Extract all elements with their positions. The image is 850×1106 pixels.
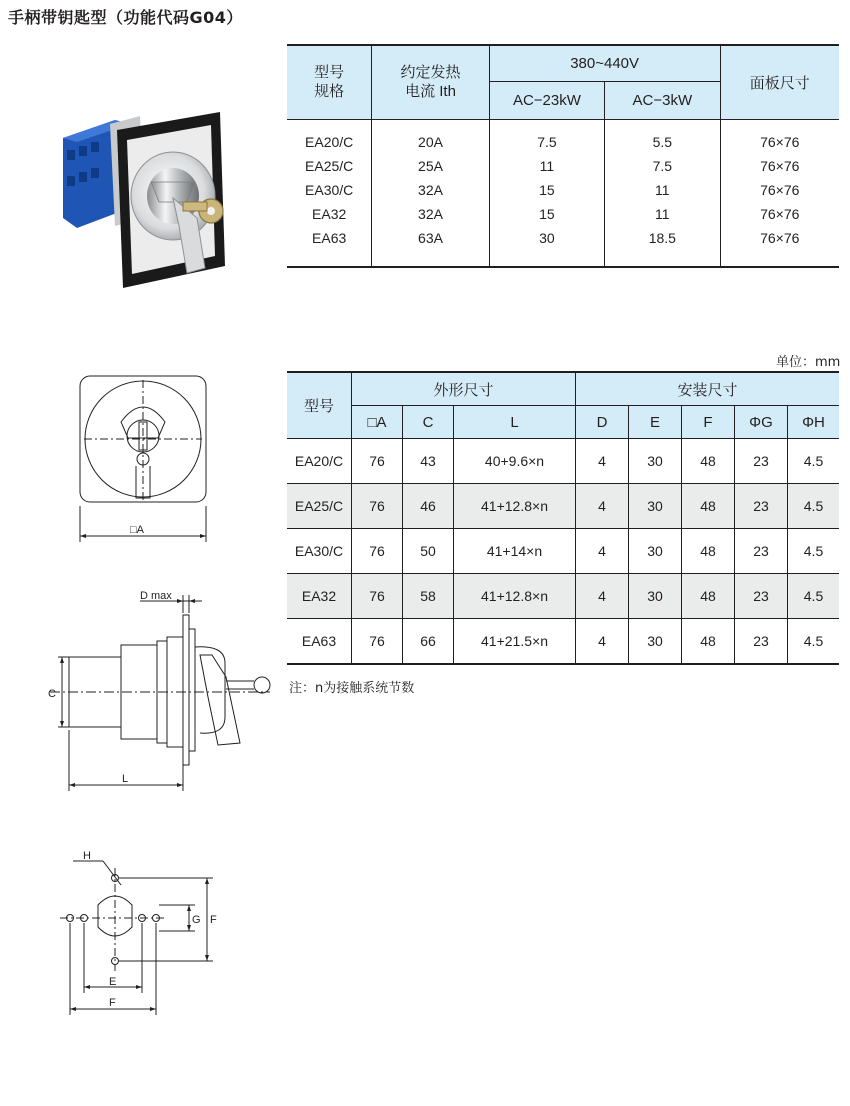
dim-label-d: D max: [140, 590, 172, 602]
header-g: ΦG: [735, 406, 788, 439]
cell: 15: [489, 202, 604, 226]
cell: 76: [352, 529, 403, 574]
product-photo: [55, 98, 235, 298]
dim-label-g: G: [192, 914, 201, 926]
dim-label-e: E: [109, 976, 117, 988]
mounting-drawing: [55, 843, 225, 1023]
header-outline: 外形尺寸: [352, 372, 576, 406]
header-mount: 安装尺寸: [576, 372, 840, 406]
dim-label-c: C: [48, 688, 56, 700]
cell: 76: [352, 619, 403, 665]
cell: 23: [735, 529, 788, 574]
cell: 76×76: [720, 202, 839, 226]
table-row: [287, 226, 839, 267]
header-panel: 面板尺寸: [720, 45, 839, 119]
header-voltage: 380~440V: [489, 45, 720, 81]
table-row: [287, 119, 839, 154]
cell: EA32: [312, 205, 347, 222]
cell: EA32: [287, 574, 352, 619]
cell: 32A: [372, 202, 489, 226]
cell: 40+9.6×n: [454, 439, 576, 484]
cell: 7.5: [489, 119, 604, 154]
cell: 4.5: [788, 439, 840, 484]
header-e: E: [629, 406, 682, 439]
cell: EA63: [287, 619, 352, 665]
header-f: F: [682, 406, 735, 439]
header-ac23: AC−23kW: [489, 81, 604, 119]
cell: 48: [682, 529, 735, 574]
cell: 32A: [372, 178, 489, 202]
cell: 76×76: [720, 119, 839, 154]
cell: 20A: [372, 119, 489, 154]
dim-label-f-horizontal: F: [109, 997, 116, 1009]
cell: 76×76: [720, 154, 839, 178]
footnote: 注：n为接触系统节数: [289, 681, 415, 696]
ratings-table: [287, 44, 839, 268]
cell: 76×76: [720, 226, 839, 267]
cell: 41+12.8×n: [454, 574, 576, 619]
table-row: [287, 619, 839, 665]
cell: 30: [629, 574, 682, 619]
cell: 43: [403, 439, 454, 484]
cell: 4: [576, 574, 629, 619]
cell: 4: [576, 439, 629, 484]
cell: 41+21.5×n: [454, 619, 576, 665]
table-row: [287, 178, 839, 202]
cell: 25A: [372, 154, 489, 178]
cell: 66: [403, 619, 454, 665]
unit-label: 单位：mm: [776, 355, 841, 370]
cell: 30: [629, 619, 682, 665]
cell: 30: [489, 226, 604, 267]
cell: 76: [352, 439, 403, 484]
cell: 11: [605, 202, 720, 226]
cell: 18.5: [605, 226, 720, 267]
header-d: D: [576, 406, 629, 439]
cell: 4: [576, 529, 629, 574]
cell: 4.5: [788, 529, 840, 574]
cell: 4.5: [788, 484, 840, 529]
header-c: C: [403, 406, 454, 439]
cell: 11: [489, 154, 604, 178]
cell: EA25/C: [305, 157, 354, 174]
header-model: 型号 规格: [287, 45, 372, 119]
page-title: 手柄带钥匙型（功能代码G04）: [8, 8, 243, 27]
table-row: [287, 154, 839, 178]
cell: 50: [403, 529, 454, 574]
cell: 41+12.8×n: [454, 484, 576, 529]
table-row: [287, 202, 839, 226]
cell: 41+14×n: [454, 529, 576, 574]
cell: 63A: [372, 226, 489, 267]
header-model: 型号: [287, 372, 352, 439]
cell: 4.5: [788, 619, 840, 665]
cell: 48: [682, 619, 735, 665]
cell: 23: [735, 574, 788, 619]
cell: 30: [629, 484, 682, 529]
cell: 23: [735, 484, 788, 529]
cell: 23: [735, 619, 788, 665]
table-row: [287, 439, 839, 484]
cell: 4.5: [788, 574, 840, 619]
cell: 30: [629, 529, 682, 574]
cell: 4: [576, 484, 629, 529]
cell: 15: [489, 178, 604, 202]
cell: 46: [403, 484, 454, 529]
cell: 48: [682, 484, 735, 529]
table-row: [287, 484, 839, 529]
cell: 48: [682, 439, 735, 484]
cell: EA30/C: [287, 529, 352, 574]
cell: 7.5: [605, 154, 720, 178]
header-ac3: AC−3kW: [605, 81, 720, 119]
cell: EA25/C: [287, 484, 352, 529]
cell: EA20/C: [287, 439, 352, 484]
cell: 48: [682, 574, 735, 619]
header-current: 约定发热 电流 Ith: [372, 45, 489, 119]
front-view-drawing: [70, 370, 220, 545]
header-h: ΦH: [788, 406, 840, 439]
cell: 76: [352, 484, 403, 529]
cell: 23: [735, 439, 788, 484]
cell: 30: [629, 439, 682, 484]
cell: 4: [576, 619, 629, 665]
dim-label-a: □A: [130, 524, 144, 536]
cell: 11: [605, 178, 720, 202]
dim-label-f-vertical: F: [210, 914, 217, 926]
table-row: [287, 529, 839, 574]
dim-label-h: H: [83, 850, 91, 862]
dimensions-table: [287, 371, 839, 665]
cell: EA30/C: [305, 181, 354, 198]
cell: EA20/C: [305, 133, 354, 150]
header-l: L: [454, 406, 576, 439]
cell: 76: [352, 574, 403, 619]
cell: EA63: [312, 229, 347, 246]
table-row: [287, 574, 839, 619]
cell: 5.5: [605, 119, 720, 154]
cell: 76×76: [720, 178, 839, 202]
side-view-drawing: [40, 585, 280, 795]
dim-label-l: L: [122, 773, 129, 785]
cell: 58: [403, 574, 454, 619]
header-a: □A: [352, 406, 403, 439]
